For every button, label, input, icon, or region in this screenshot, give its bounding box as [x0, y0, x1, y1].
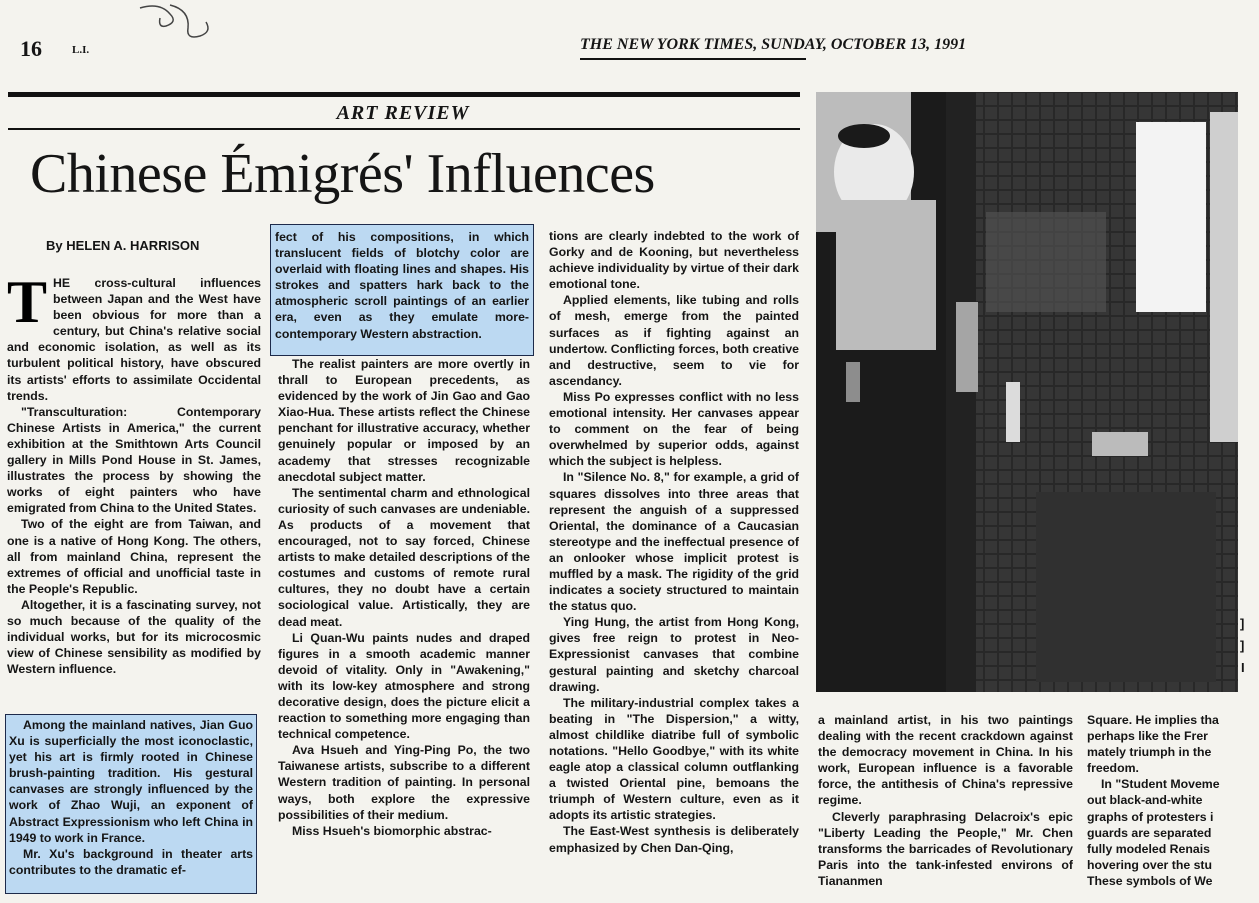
paragraph: Mr. Xu's background in theater arts contributes to the dramatic ef- — [9, 846, 253, 877]
paragraph: Miss Po expresses conflict with no less emotional intensity. Her canvases appear to comment on the fear of being overwhelmed by superior odds, against which the subject is helpless. — [549, 389, 799, 469]
paragraph: a mainland artist, in his two paintings dealing with the recent crackdown against the democracy movement in China. In his work, European influence is a favorable force, the antithesis of China's repressive regime. — [818, 713, 1073, 808]
paragraph: Among the mainland natives, Jian Guo Xu is superficially the most iconoclastic, yet his art is firmly rooted in Chinese brush-painting tradition. His gestural canvases are strongly influenced by the work of Zhao Wuji, an exponent of Abstract Expressionism who left China in 1949 to work in France. — [9, 718, 253, 845]
text-line: fully modeled Renais — [1087, 841, 1210, 856]
painting-image — [816, 92, 1238, 692]
text-line: These symbols of We — [1087, 873, 1213, 888]
paragraph: Ava Hsueh and Ying-Ping Po, the two Taiwanese artists, subscribe to a different Western tradition of painting. In personal ways, both explore the expressive possibilities of their medium. — [278, 743, 530, 822]
highlighted-passage-2 — [270, 224, 534, 356]
edge-char: I — [1241, 660, 1245, 675]
kicker: ART REVIEW — [336, 102, 470, 124]
byline: By HELEN A. HARRISON — [46, 238, 200, 253]
paragraph: The East-West synthesis is deliberately emphasized by Chen Dan-Qing, — [549, 824, 799, 855]
highlighted-passage-1 — [5, 714, 257, 894]
edge-char: ] — [1240, 638, 1245, 653]
text-line: Square. He implies tha — [1087, 713, 1219, 727]
column-1 — [7, 275, 261, 713]
edge-char: ] — [1240, 616, 1245, 631]
text-line: hovering over the stu — [1087, 857, 1213, 872]
paragraph: Li Quan-Wu paints nudes and draped figures in a smooth academic manner devoid of vitality. Only in "Awakening," with its low-key atmosphere and strong decorative design, does the picture elicit a reaction to something more engaging than technical competence. — [278, 630, 530, 742]
paragraph: Miss Hsueh's biomorphic abstrac- — [292, 823, 492, 838]
drop-cap: T — [7, 275, 48, 335]
paragraph: HE cross-cultural influences between Japan and the West have been obvious for more than a century, but China's relative social and economic isolation, as well as its turbulent political history, have obscured its artists' efforts to assimilate Occidental trends. — [7, 276, 261, 403]
column-5 — [1087, 712, 1257, 894]
paragraph: tions are clearly indebted to the work of Gorky and de Kooning, but nevertheless achieve individuality by virtue of their dark emotional tone. — [549, 229, 799, 292]
headline: Chinese Émigrés' Influences — [30, 143, 655, 205]
text-line: perhaps like the Frer — [1087, 729, 1208, 744]
text-line: out black-and-white — [1087, 793, 1203, 808]
text-line: In "Student Moveme — [1101, 777, 1220, 792]
paragraph: The sentimental charm and ethnological curiosity of such canvases are undeniable. As products of a movement that encouraged, not to say forced, Chinese artists to make detailed descriptions of the costumes and customs of remote rural cultures, they no doubt have a certain sociological value. Artistically, they are dead meat. — [278, 485, 530, 629]
paragraph: fect of his compositions, in which translucent fields of blotchy color are overlaid with floating lines and shapes. His strokes and spatters hark back to the atmospheric scroll paintings of an earlier era, even as they emulate more-contemporary Western abstraction. — [275, 230, 529, 341]
page-number: 16 — [20, 36, 42, 61]
dateline-underline — [580, 58, 806, 60]
column-3 — [549, 228, 799, 893]
paragraph: "Transculturation: Contemporary Chinese Artists in America," the current exhibition at the Smithtown Arts Council gallery in Mills Pond House in St. James, illustrates the process by showing the works of eight painters who have emigrated from China to the United States. — [7, 404, 261, 516]
painting-photo — [816, 92, 1238, 692]
paragraph: Ying Hung, the artist from Hong Kong, gives free reign to protest in Neo-Expressionist canvases that combine gestural painting and sketchy charcoal drawing. — [549, 615, 799, 694]
newspaper-dateline: THE NEW YORK TIMES, SUNDAY, OCTOBER 13, 1991 — [580, 36, 967, 53]
kicker-rule — [8, 128, 800, 130]
paragraph: The realist painters are more overtly in thrall to European precedents, as evidenced by the work of Jin Gao and Gao Xiao-Hua. These artists reflect the Chinese penchant for illustrative accuracy, whether genuinely popular or imposed by an academy that stresses recognizable anecdotal subject matter. — [278, 357, 530, 484]
text-line: graphs of protesters i — [1087, 809, 1214, 824]
paragraph: Cleverly paraphrasing Delacroix's epic "Liberty Leading the People," Mr. Chen transforms the barricades of Revolutionary Paris into the tank-infested environs of Tiananmen — [818, 809, 1073, 888]
paragraph: In "Silence No. 8," for example, a grid of squares dissolves into three areas that represent the anguish of a suppressed Oriental, the dominance of a Caucasian stereotype and the ineffectual presence of an onlooker whose implicit protest is muffled by a mask. The rigidity of the grid indicates a society structured to maintain the status quo. — [549, 470, 799, 614]
paragraph: The military-industrial complex takes a beating in "The Dispersion," a witty, almost childlike diatribe full of symbolic notations. "Hello Goodbye," with its white eagle atop a classical column outflanking a twisted Oriental pine, bemoans the triumph of Western culture, even as it adopts its artistic strategies. — [549, 695, 799, 823]
top-rule — [8, 92, 800, 97]
column-2 — [278, 356, 530, 894]
text-line: freedom. — [1087, 761, 1139, 776]
paragraph: Altogether, it is a fascinating survey, not so much because of the quality of the individual works, but for its microcosmic view of Chinese sensibility as modified by Western influence. — [7, 597, 261, 677]
column-4 — [818, 712, 1073, 894]
section-code: L.I. — [72, 44, 90, 56]
paragraph: Applied elements, like tubing and rolls of mesh, emerge from the painted surfaces as if fighting against an undertow. Conflicting forces, both creative and destructive, seem to vie for ascendancy. — [549, 293, 799, 388]
paragraph: Two of the eight are from Taiwan, and one is a native of Hong Kong. The others, all from mainland China, represent the extremes of official and unofficial taste in the People's Republic. — [7, 517, 261, 596]
text-line: mately triumph in the — [1087, 745, 1212, 760]
handwritten-scribble — [130, 0, 250, 50]
text-line: guards are separated — [1087, 825, 1212, 840]
